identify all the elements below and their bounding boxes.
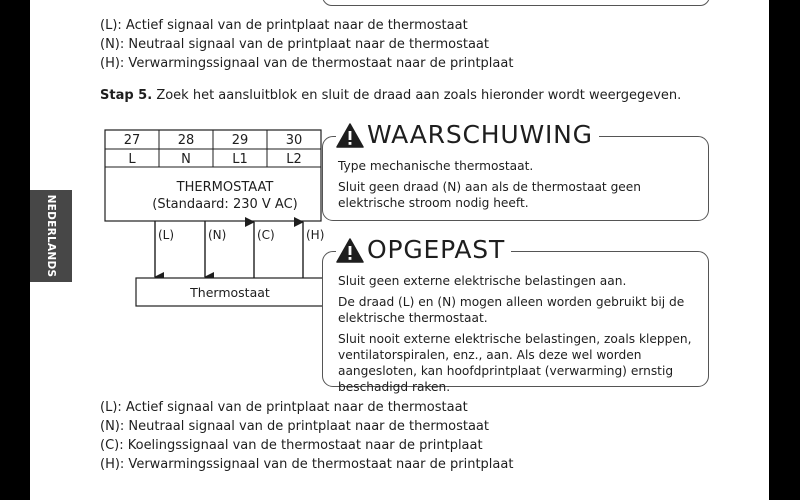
bottom-list-item-c: (C): Koelingssignaal van de thermostaat naar de printplaat — [100, 438, 483, 453]
terminal-signal: N — [181, 152, 191, 167]
warning-triangle-icon — [336, 123, 364, 148]
caution-line: De draad (L) en (N) mogen alleen worden gebruikt bij de elektrische thermostaat. — [338, 295, 685, 325]
warning-triangle-icon — [336, 238, 364, 263]
wire-label-h: (H) — [306, 228, 325, 242]
bottom-list-item-h: (H): Verwarmingssignaal van de thermostaat naar de printplaat — [100, 457, 514, 472]
terminal-number: 29 — [231, 133, 249, 148]
manual-page — [30, 0, 769, 500]
warning-line: Sluit geen draad (N) aan als de thermostaat geen elektrische stroom nodig heeft. — [338, 180, 642, 210]
caution-header — [336, 236, 511, 264]
terminal-number: 30 — [285, 133, 303, 148]
caution-line: Sluit nooit externe elektrische belastingen, zoals kleppen, ventilatorspiralen, enz., aan. Als deze wel worden aangesloten, kan hoofdprintplaat (verwarming) ernstig beschadigd raken. — [338, 332, 692, 394]
terminal-signal: L — [128, 152, 136, 167]
wiring-diagram — [90, 125, 330, 315]
step-5 — [100, 88, 681, 104]
bottom-list-item-n: (N): Neutraal signaal van de printplaat naar de thermostaat — [100, 419, 489, 434]
terminal-signal: L1 — [232, 152, 248, 167]
top-list-item-l: (L): Actief signaal van de printplaat naar de thermostaat — [100, 18, 468, 33]
caution-text — [338, 273, 694, 400]
wire-label-c: (C) — [257, 228, 275, 242]
terminal-signal: L2 — [286, 152, 302, 167]
top-list-item-h: (H): Verwarmingssignaal van de thermostaat naar de printplaat — [100, 56, 514, 71]
thermostat-device-label: Thermostaat — [190, 285, 270, 300]
language-tab-label: NEDERLANDS — [45, 194, 57, 278]
warning-title: WAARSCHUWING — [367, 120, 593, 149]
terminal-block-title: THERMOSTAAT — [176, 180, 274, 195]
step-5-text: Zoek het aansluitblok en sluit de draad aan zoals hieronder wordt weergegeven. — [156, 88, 682, 103]
wire-label-n: (N) — [208, 228, 227, 242]
step-5-label: Stap 5. — [100, 88, 153, 103]
bottom-list-item-l: (L): Actief signaal van de printplaat naar de thermostaat — [100, 400, 468, 415]
warning-text — [338, 158, 668, 216]
terminal-block-subtitle: (Standaard: 230 V AC) — [152, 197, 298, 212]
caution-title: OPGEPAST — [367, 235, 506, 264]
warning-line: Type mechanische thermostaat. — [338, 159, 534, 173]
wire-label-l: (L) — [158, 228, 175, 242]
warning-header — [336, 121, 599, 149]
previous-box-edge — [322, 0, 710, 6]
language-tab[interactable] — [30, 190, 72, 282]
top-list-item-n: (N): Neutraal signaal van de printplaat naar de thermostaat — [100, 37, 489, 52]
terminal-number: 28 — [177, 133, 195, 148]
caution-line: Sluit geen externe elektrische belastingen aan. — [338, 274, 627, 288]
terminal-number: 27 — [123, 133, 141, 148]
